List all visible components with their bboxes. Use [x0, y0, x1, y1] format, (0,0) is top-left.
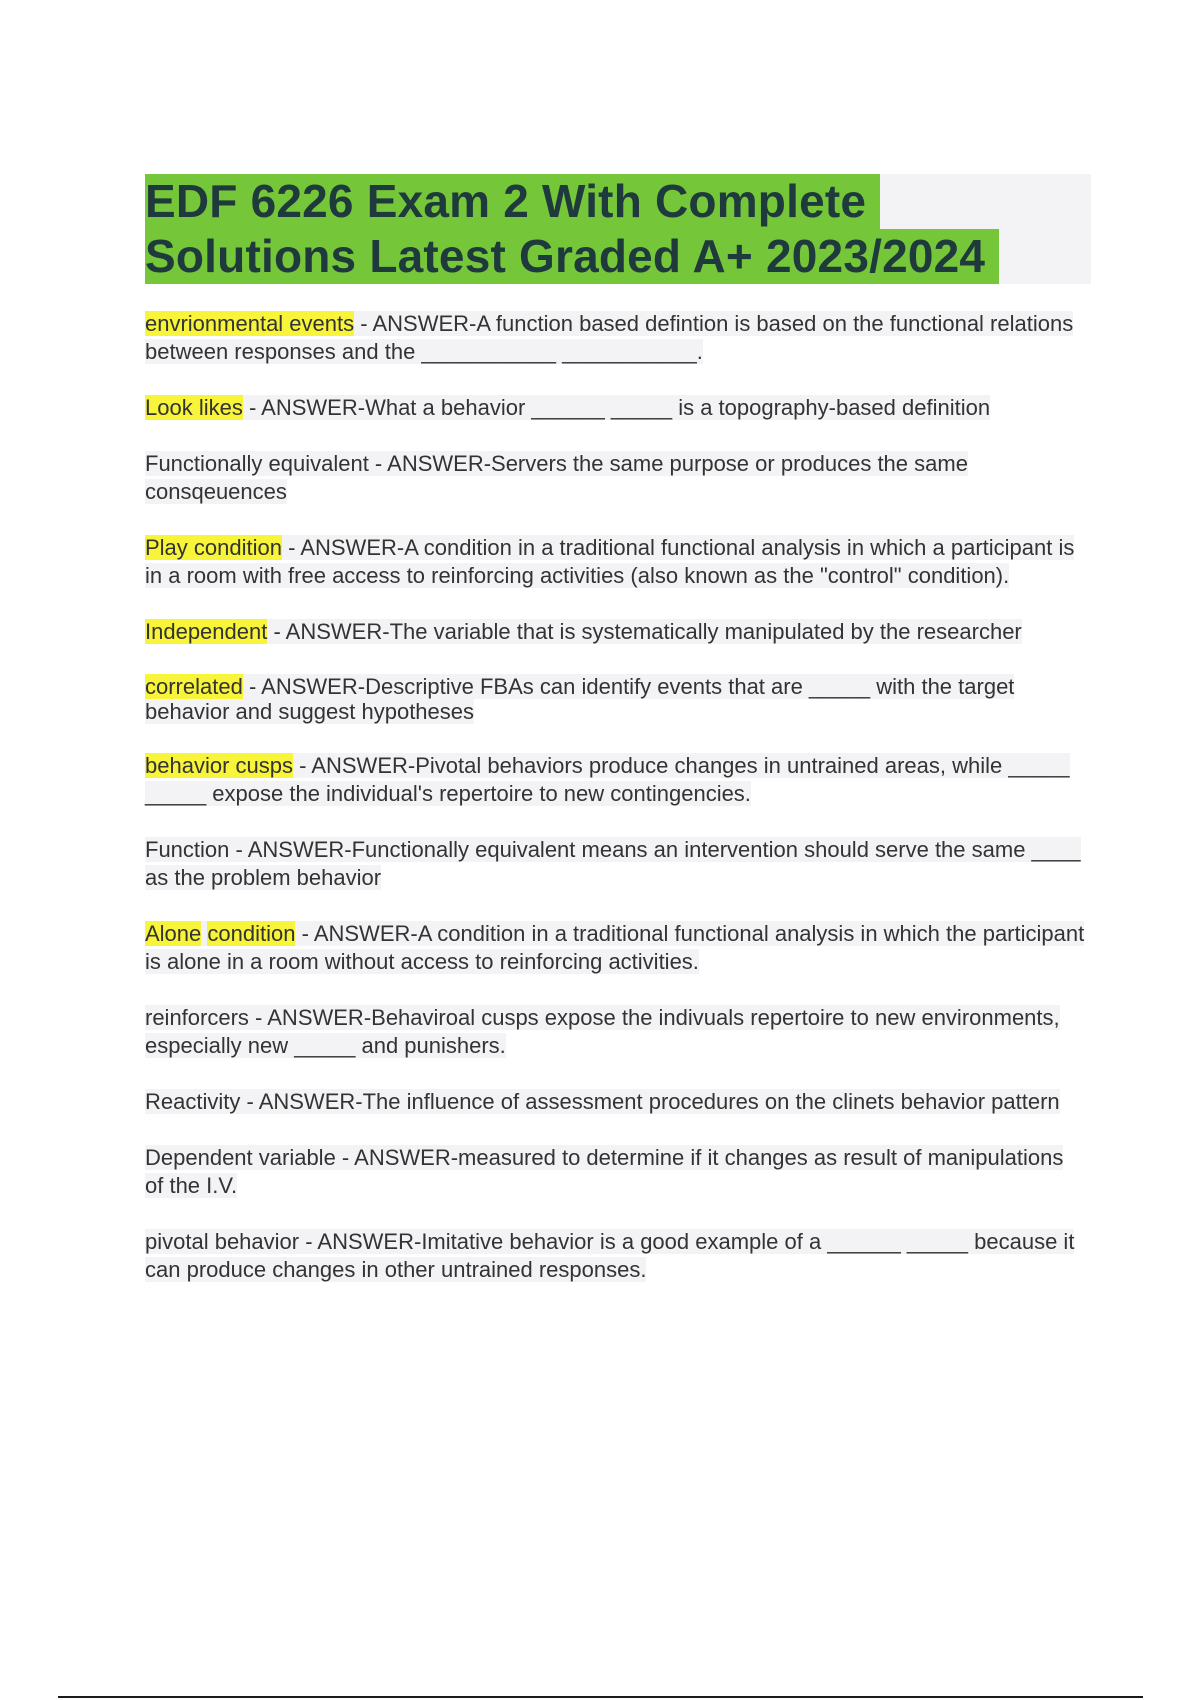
title-line-1: [145, 174, 1091, 229]
answer-text: - ANSWER-The variable that is systematically manipulated by the researcher: [267, 619, 1022, 644]
highlighted-term: behavior cusps: [145, 753, 293, 778]
document-title: [145, 174, 1091, 284]
answer-text: pivotal behavior - ANSWER-Imitative behavior is a good example of a ______ _____ because it can produce changes in other untrained responses.: [145, 1229, 1075, 1282]
answer-text: Dependent variable - ANSWER-measured to determine if it changes as result of manipulations of the I.V.: [145, 1145, 1064, 1198]
answer-text: - ANSWER-Pivotal behaviors produce changes in untrained areas, while _____ _____ expose the individual's repertoire to new contingencies.: [145, 753, 1070, 806]
qa-item-function: [145, 836, 1085, 892]
answer-text: reinforcers - ANSWER-Behaviroal cusps expose the indivuals repertoire to new environments, especially new _____ and punishers.: [145, 1005, 1060, 1058]
qa-item-environmental-events: [145, 310, 1085, 366]
qa-item-dependent-variable: [145, 1144, 1085, 1200]
answer-text: - ANSWER-A function based defintion is based on the functional relations between responses and the ___________ ___________.: [145, 311, 1074, 364]
answer-text: - ANSWER-Descriptive FBAs can identify events that are _____ with the target behavior and suggest hypotheses: [145, 674, 1015, 724]
answer-text: - ANSWER-A condition in a traditional functional analysis in which a participant is in a room with free access to reinforcing activities (also known as the "control" condition).: [145, 535, 1075, 588]
highlighted-term: Look likes: [145, 395, 243, 420]
highlighted-term-2: condition: [207, 921, 296, 946]
answer-text: - ANSWER-A condition in a traditional functional analysis in which the participant is alone in a room without access to reinforcing activities.: [145, 921, 1085, 974]
qa-item-functionally-equivalent: [145, 450, 1085, 506]
answer-text: Reactivity - ANSWER-The influence of assessment procedures on the clinets behavior pattern: [145, 1089, 1060, 1114]
page-bottom-divider: [58, 1696, 1143, 1698]
qa-item-pivotal-behavior: [145, 1228, 1085, 1284]
highlighted-term: correlated: [145, 674, 243, 699]
qa-item-reactivity: [145, 1088, 1085, 1116]
highlighted-term: Independent: [145, 619, 268, 644]
highlighted-term: Play condition: [145, 535, 282, 560]
qa-item-look-likes: [145, 394, 1085, 422]
answer-text: - ANSWER-What a behavior ______ _____ is a topography-based definition: [242, 395, 991, 420]
title-line-2-text: Solutions Latest Graded A+ 2023/2024: [145, 229, 999, 284]
qa-item-behavior-cusps: [145, 752, 1085, 808]
qa-item-correlated: [145, 674, 1085, 724]
answer-text: Function - ANSWER-Functionally equivalent means an intervention should serve the same ____ as the problem behavior: [145, 837, 1081, 890]
title-line-1-text: EDF 6226 Exam 2 With Complete: [145, 174, 880, 229]
qa-item-reinforcers: [145, 1004, 1085, 1060]
highlighted-term: envrionmental events: [145, 311, 355, 336]
qa-item-independent: [145, 618, 1085, 646]
qa-item-alone-condition: [145, 920, 1085, 976]
answer-text: Functionally equivalent - ANSWER-Servers the same purpose or produces the same consqeuences: [145, 451, 968, 504]
title-line-2: [145, 229, 1091, 284]
qa-item-play-condition: [145, 534, 1085, 590]
highlighted-term: Alone: [145, 921, 202, 946]
qa-list: [145, 310, 1085, 1312]
